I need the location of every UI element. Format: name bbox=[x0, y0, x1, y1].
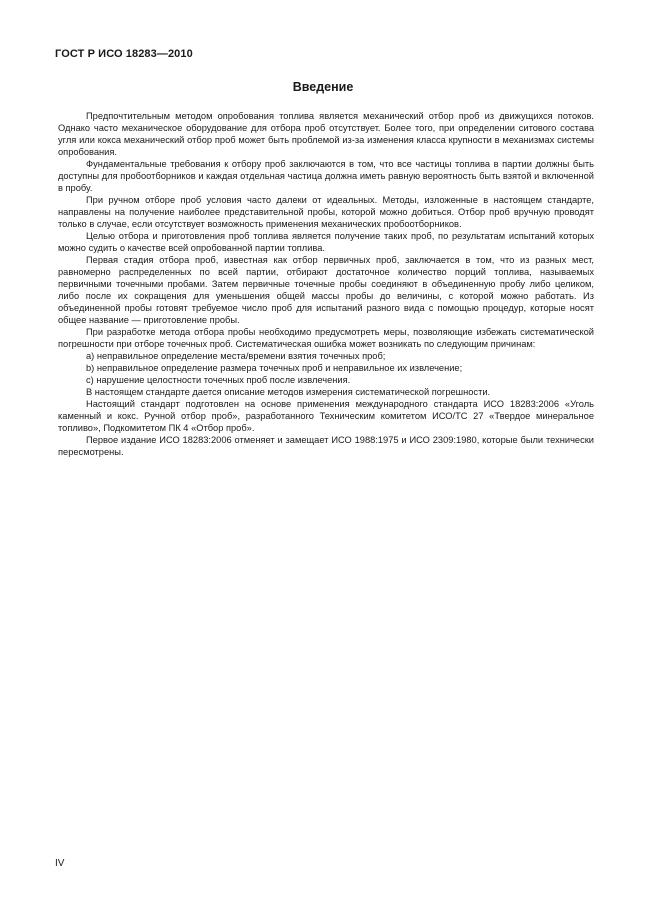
list-item: b) неправильное определение размера точечных проб и неправильное их извлечение; bbox=[86, 363, 463, 373]
introduction-body bbox=[58, 110, 594, 458]
paragraph: При разработке метода отбора пробы необходимо предусмотреть меры, позволяющие избежать систематической погрешности при отборе точечных проб. Систематическая ошибка может возникать по следующим причинам: bbox=[58, 327, 594, 349]
paragraph: Фундаментальные требования к отбору проб заключаются в том, что все частицы топлива в партии должны быть доступны для пробоотборников и каждая отдельная частица должна иметь равную вероятность быть взятой и включенной в пробу. bbox=[58, 159, 594, 193]
paragraph: При ручном отборе проб условия часто далеки от идеальных. Методы, изложенные в настоящем стандарте, направлены на получение наиболее представительной пробы, которой можно добиться. Отбор проб вручную проводят только в случае, если отсутствует возможность применения механических пробоотборников. bbox=[58, 195, 594, 229]
page-number: IV bbox=[55, 858, 65, 869]
section-title: Введение bbox=[292, 80, 354, 94]
document-header: ГОСТ Р ИСО 18283—2010 bbox=[55, 48, 193, 60]
paragraph: Настоящий стандарт подготовлен на основе применения международного стандарта ИСО 18283:2006 «Уголь каменный и кокс. Ручной отбор проб», разработанного Техническим комитетом ИСО/ТС 27 «Твердое минеральное топливо», Подкомитетом ПК 4 «Отбор проб». bbox=[58, 399, 594, 433]
paragraph: Первое издание ИСО 18283:2006 отменяет и замещает ИСО 1988:1975 и ИСО 2309:1980, которые были технически пересмотрены. bbox=[58, 435, 594, 457]
list-item: c) нарушение целостности точечных проб после извлечения. bbox=[86, 375, 351, 385]
list-item: a) неправильное определение места/времени взятия точечных проб; bbox=[86, 351, 386, 361]
paragraph: В настоящем стандарте дается описание методов измерения систематической погрешности. bbox=[86, 387, 491, 397]
paragraph: Первая стадия отбора проб, известная как отбор первичных проб, заключается в том, что из разных мест, равномерно распределенных по всей партии, отбирают достаточное количество порций топлива, называемых первичными точечными пробами. Затем первичные точечные пробы соединяют в объединенную пробу либо целиком, либо после их сокращения для уменьшения общей массы пробы до величины, с которой можно работать. Из объединенной пробы готовят требуемое число проб для испытаний разного вида с помощью процедур, которые носят общее название — приготовление пробы. bbox=[58, 255, 594, 325]
paragraph: Целью отбора и приготовления проб топлива является получение таких проб, по результатам испытаний которых можно судить о качестве всей опробованной партии топлива. bbox=[58, 231, 594, 253]
paragraph: Предпочтительным методом опробования топлива является механический отбор проб из движущихся потоков. Однако часто механическое оборудование для отбора проб отсутствует. Более того, при определении ситового состава угля или кокса механический отбор проб может быть проблемой из-за изменения класса крупности в механизмах системы опробования. bbox=[58, 111, 594, 157]
